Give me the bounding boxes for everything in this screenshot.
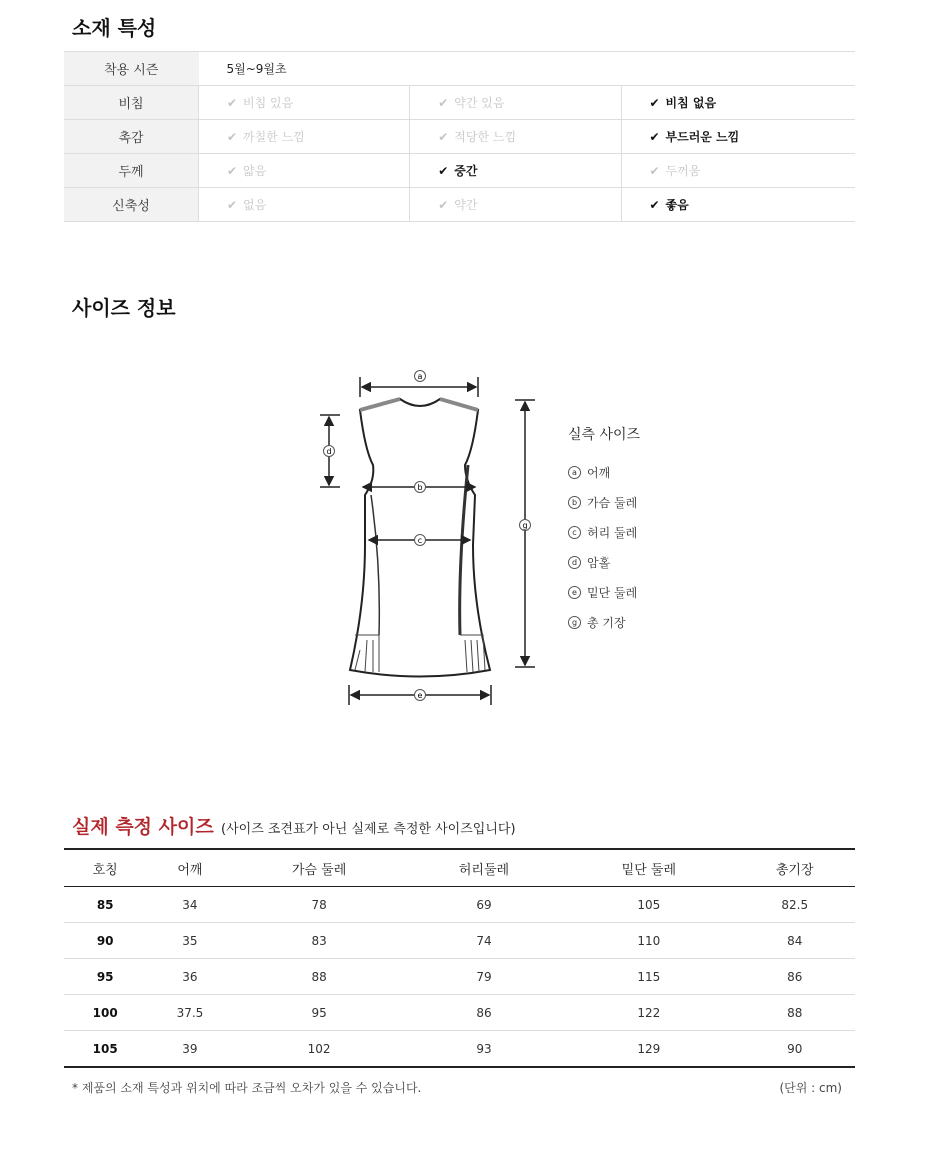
svg-text:a: a	[417, 372, 423, 381]
material-option-label: 비침 있음	[243, 96, 294, 110]
legend-item	[568, 554, 640, 584]
material-option	[410, 154, 621, 188]
table-cell: 37.5	[146, 995, 233, 1031]
check-icon: ✔	[438, 96, 449, 110]
material-option-label: 중간	[454, 164, 478, 178]
legend-item	[568, 614, 640, 644]
measured-title: 실제 측정 사이즈	[72, 816, 214, 838]
material-option	[621, 188, 855, 222]
table-cell: 129	[563, 1031, 734, 1068]
table-cell: 110	[563, 923, 734, 959]
legend-mark: g	[568, 616, 581, 629]
material-option	[621, 120, 855, 154]
svg-text:d: d	[326, 447, 332, 456]
size-info-title: 사이즈 정보	[72, 296, 176, 320]
legend-label: 밑단 둘레	[587, 586, 638, 600]
legend-mark: e	[568, 586, 581, 599]
check-icon: ✔	[649, 164, 660, 178]
table-cell: 90	[64, 923, 146, 959]
table-row	[64, 1031, 855, 1068]
table-cell: 34	[146, 887, 233, 923]
material-option-label: 두꺼움	[665, 164, 701, 178]
legend-item	[568, 464, 640, 494]
legend-title: 실측 사이즈	[568, 427, 641, 443]
table-cell: 85	[64, 887, 146, 923]
material-option	[621, 154, 855, 188]
material-option	[410, 86, 621, 120]
legend-label: 어깨	[587, 466, 611, 480]
material-option	[199, 86, 410, 120]
table-cell: 84	[734, 923, 855, 959]
table-cell: 115	[563, 959, 734, 995]
material-option	[199, 188, 410, 222]
table-row	[64, 923, 855, 959]
table-cell: 95	[234, 995, 405, 1031]
size-table-header	[64, 849, 855, 887]
season-label: 착용 시즌	[64, 52, 199, 86]
table-cell: 78	[234, 887, 405, 923]
legend-mark: b	[568, 496, 581, 509]
check-icon: ✔	[649, 96, 660, 110]
material-row-label: 신축성	[64, 188, 199, 222]
table-cell: 102	[234, 1031, 405, 1068]
material-row-label: 두께	[64, 154, 199, 188]
legend-mark: c	[568, 526, 581, 539]
legend-label: 총 기장	[587, 616, 626, 630]
material-option	[199, 154, 410, 188]
material-title: 소재 특성	[72, 16, 157, 40]
table-row	[64, 959, 855, 995]
material-row-label: 촉감	[64, 120, 199, 154]
material-option-label: 부드러운 느낌	[665, 130, 740, 144]
check-icon: ✔	[438, 164, 449, 178]
material-row	[64, 154, 855, 188]
table-row	[64, 887, 855, 923]
table-cell: 93	[405, 1031, 564, 1068]
table-cell: 74	[405, 923, 564, 959]
legend-mark: a	[568, 466, 581, 479]
check-icon: ✔	[649, 130, 660, 144]
material-option-label: 적당한 느낌	[454, 130, 517, 144]
legend-label: 허리 둘레	[587, 526, 638, 540]
table-cell: 86	[734, 959, 855, 995]
table-cell: 95	[64, 959, 146, 995]
size-column-header: 호칭	[64, 849, 146, 887]
legend-item	[568, 494, 640, 524]
size-column-header: 가슴 둘레	[234, 849, 405, 887]
legend-mark: d	[568, 556, 581, 569]
tolerance-note: * 제품의 소재 특성과 위치에 따라 조금씩 오차가 있을 수 있습니다.	[72, 1081, 422, 1095]
table-cell: 105	[563, 887, 734, 923]
svg-text:b: b	[417, 483, 423, 492]
table-cell: 105	[64, 1031, 146, 1068]
size-legend	[568, 424, 640, 644]
size-column-header: 어깨	[146, 849, 233, 887]
table-cell: 88	[234, 959, 405, 995]
material-option-label: 까칠한 느낌	[243, 130, 305, 144]
material-table	[64, 51, 855, 222]
check-icon: ✔	[227, 164, 238, 178]
table-cell: 39	[146, 1031, 233, 1068]
material-option-label: 비침 없음	[665, 96, 717, 110]
svg-text:e: e	[417, 691, 423, 700]
check-icon: ✔	[227, 96, 238, 110]
material-option-label: 얇음	[243, 164, 267, 178]
table-cell: 82.5	[734, 887, 855, 923]
unit-label: (단위 : cm)	[779, 1081, 842, 1095]
table-cell: 79	[405, 959, 564, 995]
table-cell: 35	[146, 923, 233, 959]
size-column-header: 허리둘레	[405, 849, 564, 887]
table-cell: 122	[563, 995, 734, 1031]
check-icon: ✔	[438, 198, 449, 212]
material-option	[621, 86, 855, 120]
season-value: 5월~9월초	[199, 52, 856, 86]
material-option	[410, 120, 621, 154]
material-row	[64, 86, 855, 120]
table-cell: 88	[734, 995, 855, 1031]
material-option-label: 약간	[454, 198, 478, 212]
table-cell: 90	[734, 1031, 855, 1068]
legend-label: 가슴 둘레	[587, 496, 638, 510]
material-option	[199, 120, 410, 154]
table-row	[64, 995, 855, 1031]
check-icon: ✔	[438, 130, 449, 144]
measured-subtitle: (사이즈 조견표가 아닌 실제로 측정한 사이즈입니다)	[221, 822, 516, 837]
table-cell: 86	[405, 995, 564, 1031]
table-cell: 36	[146, 959, 233, 995]
check-icon: ✔	[227, 198, 238, 212]
material-row	[64, 188, 855, 222]
material-row	[64, 120, 855, 154]
material-option	[410, 188, 621, 222]
legend-item	[568, 524, 640, 554]
check-icon: ✔	[227, 130, 238, 144]
material-option-label: 없음	[243, 198, 267, 212]
table-cell: 100	[64, 995, 146, 1031]
table-cell: 69	[405, 887, 564, 923]
legend-label: 암홀	[587, 556, 611, 570]
check-icon: ✔	[649, 198, 660, 212]
garment-diagram	[315, 365, 555, 715]
size-column-header: 밑단 둘레	[563, 849, 734, 887]
size-column-header: 총기장	[734, 849, 855, 887]
material-option-label: 좋음	[665, 198, 689, 212]
svg-text:c: c	[417, 536, 423, 545]
svg-text:g: g	[522, 521, 528, 530]
legend-item	[568, 584, 640, 614]
material-row-label: 비침	[64, 86, 199, 120]
material-option-label: 약간 있음	[454, 96, 505, 110]
size-table	[64, 848, 855, 1068]
season-row	[64, 52, 855, 86]
table-cell: 83	[234, 923, 405, 959]
